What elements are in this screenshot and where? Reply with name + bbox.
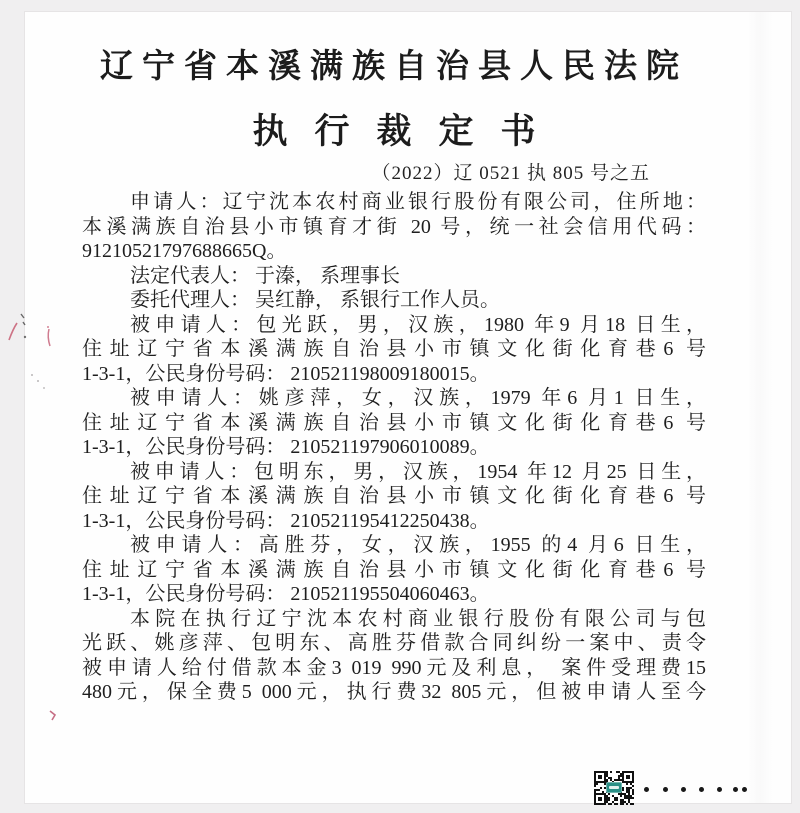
text-line: 住址辽宁省本溪满族自治县小市镇文化街化育巷6 号 [82,485,706,507]
text-line: 1-3-1，公民身份号码： 210521197906010089。 [82,436,490,458]
document-type-title: 执行裁定书 [252,112,563,151]
text-line: 委托代理人： 吴红静， 系银行工作人员。 [130,289,500,311]
text-line: 被申请人：包明东，男，汉族，1954 年12 月25 日生， [130,460,706,483]
text-line: 本溪满族自治县小市镇育才街 20 号，统一社会信用代码： [82,215,706,238]
case-number: （2022）辽 0521 执 805 号之五 [371,163,650,184]
text-line: 住址辽宁省本溪满族自治县小市镇文化街化育巷6 号 [82,558,706,581]
text-line: 被申请人给付借款本金3 019 990元及利息， 案件受理费15 [82,656,706,679]
body-text [82,190,706,705]
qr-center-logo-icon [606,782,622,793]
text-line: 91210521797688665Q。 [82,240,287,262]
text-line: 480元，保全费5 000元，执行费32 805元，但被申请人至今 [82,681,706,703]
text-line: 住址辽宁省本溪满族自治县小市镇文化街化育巷6 号 [82,338,706,360]
text-line: 被申请人：高胜芬，女，汉族，1955 的4 月6 日生， [130,534,706,556]
court-title: 辽宁省本溪满族自治县人民法院 [100,49,688,85]
text-line: 本院在执行辽宁沈本农村商业银行股份有限公司与包 [130,607,706,630]
text-line: 被申请人：包光跃，男，汉族，1980 年9 月18 日生， [130,313,706,336]
text-line: 被申请人：姚彦萍，女，汉族，1979 年6 月1 日生， [130,387,706,409]
text-line: 法定代表人： 于溱， 系理事长 [130,264,400,287]
text-line: 光跃、姚彦萍、包明东、高胜芬借款合同纠纷一案中、责令 [82,632,706,654]
text-line: 住址辽宁省本溪满族自治县小市镇文化街化育巷6 号 [82,411,706,434]
text-line: 1-3-1，公民身份号码： 210521195412250438。 [82,509,490,532]
text-line: 申请人：辽宁沈本农村商业银行股份有限公司，住所地： [130,191,706,213]
text-line: 1-3-1，公民身份号码： 210521195504060463。 [82,583,490,605]
text-line: 1-3-1，公民身份号码： 210521198009180015。 [82,362,490,385]
qr-code [594,771,634,805]
